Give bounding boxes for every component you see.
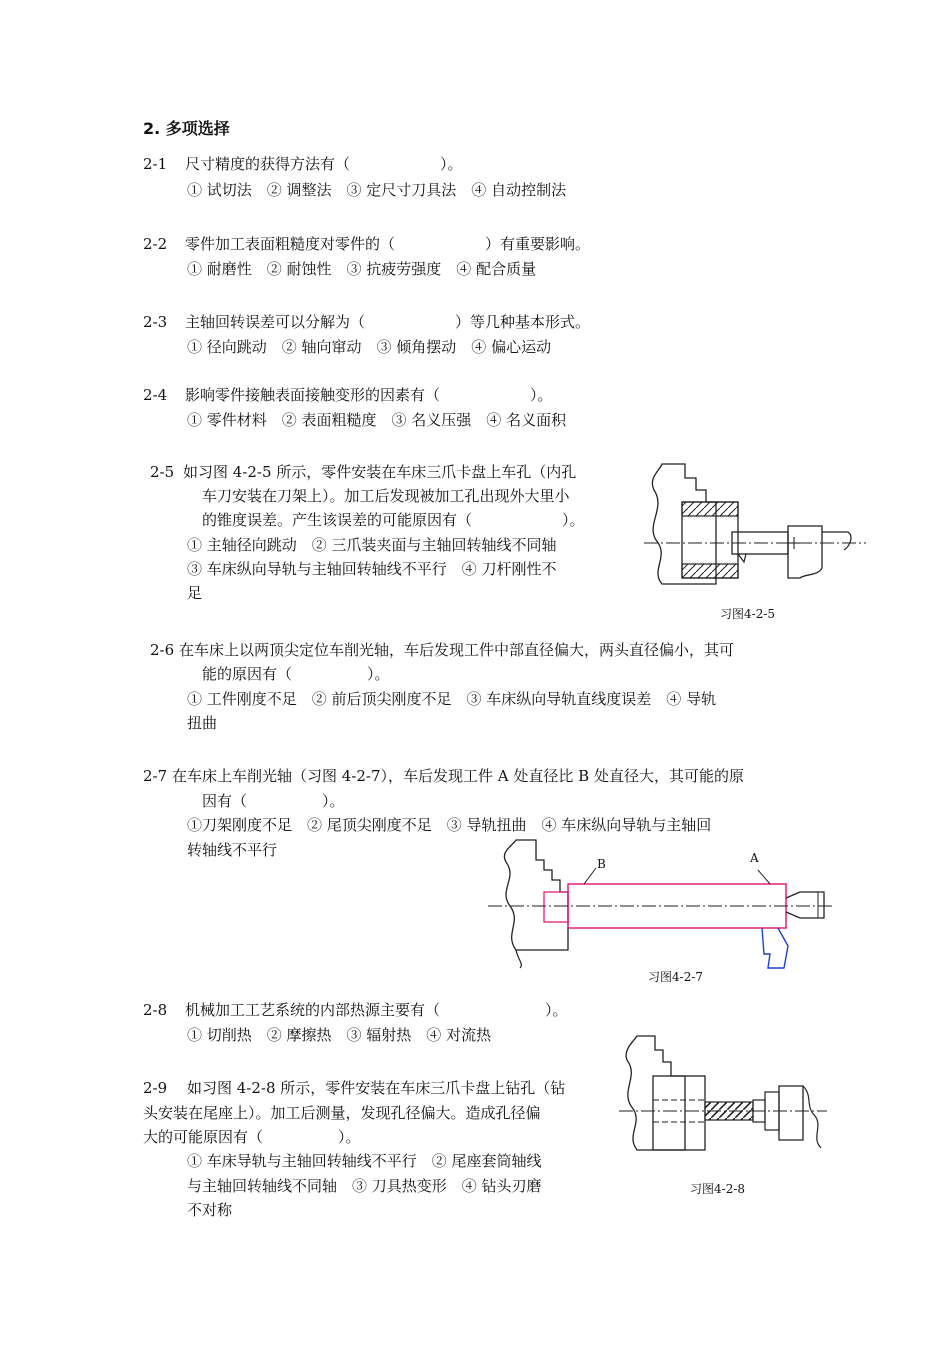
question-line: ① 工件刚度不足 ② 前后顶尖刚度不足 ③ 车床纵向导轨直线度误差 ④ 导轨: [187, 690, 717, 708]
question-line: 在车床上以两顶尖定位车削光轴，车后发现工件中部直径偏大，两头直径偏小，其可: [179, 641, 735, 659]
question-line: ① 主轴径向跳动 ② 三爪装夹面与主轴回转轴线不同轴: [187, 536, 557, 554]
question-number: 2-3: [143, 313, 168, 331]
question-stem: 零件加工表面粗糙度对零件的（ ）有重要影响。: [185, 235, 591, 253]
question-line: 头安装在尾座上）。加工后测量，发现孔径偏大。造成孔径偏: [143, 1104, 541, 1122]
question-options: ① 零件材料 ② 表面粗糙度 ③ 名义压强 ④ 名义面积: [187, 411, 567, 429]
figure-caption: 习图4-2-5: [720, 607, 776, 621]
question-number: 2-7: [143, 767, 168, 785]
question-number: 2-1: [143, 155, 168, 173]
question-number: 2-5: [150, 463, 175, 481]
question-line: ① 车床导轨与主轴回转轴线不平行 ② 尾座套筒轴线: [187, 1152, 542, 1170]
question-line: 因有（ ）。: [202, 792, 345, 810]
question-number: 2-8: [143, 1001, 168, 1019]
question-number: 2-2: [143, 235, 168, 253]
figure-4-2-7: [488, 836, 833, 976]
question-line: 大的可能原因有（ ）。: [143, 1128, 361, 1146]
question-options: ① 耐磨性 ② 耐蚀性 ③ 抗疲劳强度 ④ 配合质量: [187, 260, 537, 278]
question-line: ①刀架刚度不足 ② 尾顶尖刚度不足 ③ 导轨扭曲 ④ 车床纵向导轨与主轴回: [187, 816, 712, 834]
question-options: ① 切削热 ② 摩擦热 ③ 辐射热 ④ 对流热: [187, 1026, 492, 1044]
figure-caption: 习图4-2-8: [690, 1182, 746, 1196]
figure-4-2-8: [615, 1030, 830, 1170]
question-stem: 主轴回转误差可以分解为（ ）等几种基本形式。: [185, 313, 591, 331]
question-number: 2-4: [143, 386, 168, 404]
question-line: 扭曲: [187, 714, 218, 732]
question-line: 车刀安装在刀架上）。加工后发现被加工孔出现外大里小: [202, 487, 570, 505]
question-line: 足: [187, 584, 203, 602]
question-stem: 尺寸精度的获得方法有（ ）。: [185, 155, 463, 173]
question-line: 与主轴回转轴线不同轴 ③ 刀具热变形 ④ 钻头刃磨: [187, 1177, 542, 1195]
question-line: 在车床上车削光轴（习图 4-2-7），车后发现工件 A 处直径比 B 处直径大，其可能的原: [172, 767, 744, 785]
label-b: B: [597, 857, 606, 871]
question-number: 2-9: [143, 1079, 168, 1097]
figure-4-2-5: [640, 460, 870, 595]
question-options: ① 试切法 ② 调整法 ③ 定尺寸刀具法 ④ 自动控制法: [187, 181, 567, 199]
question-options: ① 径向跳动 ② 轴向窜动 ③ 倾角摆动 ④ 偏心运动: [187, 338, 552, 356]
question-number: 2-6: [150, 641, 175, 659]
question-line: 如习图 4-2-5 所示，零件安装在车床三爪卡盘上车孔（内孔: [183, 463, 577, 481]
figure-caption: 习图4-2-7: [648, 970, 704, 984]
question-line: 的锥度误差。产生该误差的可能原因有（ ）。: [202, 511, 585, 529]
question-line: 不对称: [187, 1201, 233, 1219]
question-stem: 影响零件接触表面接触变形的因素有（ ）。: [185, 386, 553, 404]
question-line: 如习图 4-2-8 所示，零件安装在车床三爪卡盘上钻孔（钻: [187, 1079, 566, 1097]
question-line: 能的原因有（ ）。: [202, 665, 390, 683]
section-title: 2. 多项选择: [143, 119, 230, 138]
question-line: 转轴线不平行: [187, 841, 278, 859]
question-stem: 机械加工工艺系统的内部热源主要有（ ）。: [185, 1001, 568, 1019]
label-a: A: [750, 851, 759, 865]
cutting-tool: [762, 928, 788, 968]
question-line: ③ 车床纵向导轨与主轴回转轴线不平行 ④ 刀杆刚性不: [187, 560, 557, 578]
